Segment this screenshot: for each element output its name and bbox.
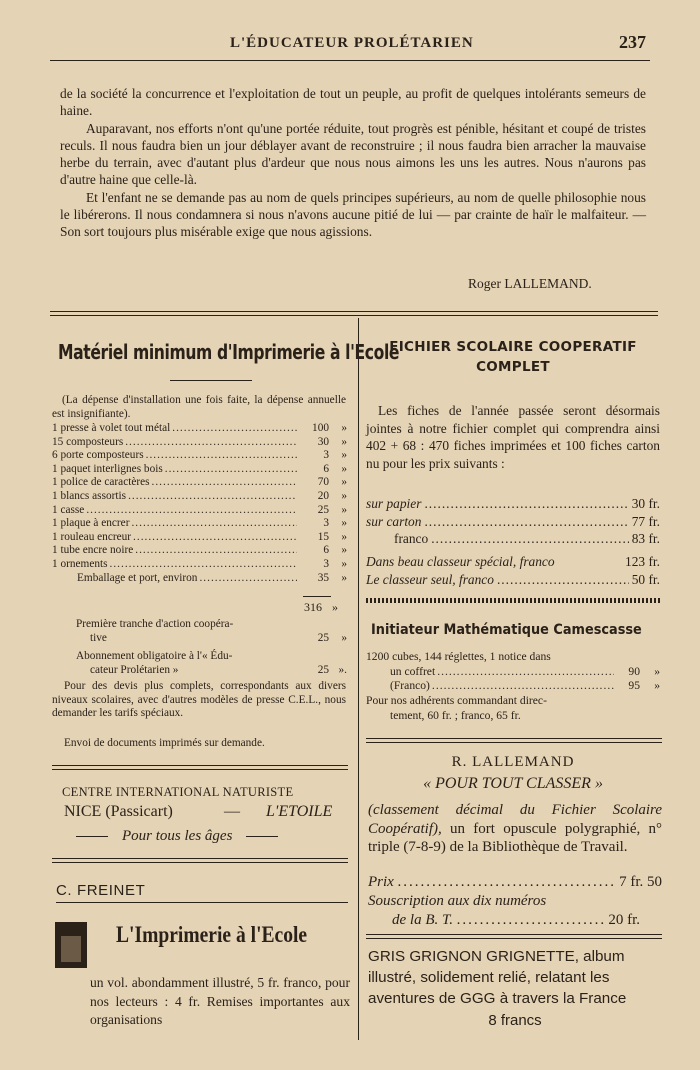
fichier-title: FICHIER SCOLAIRE COOPERATIF COMPLET [389,339,637,375]
materiel-devis: Pour des devis plus complets, correspondants aux divers niveaux scolaires, avec d'autres modèles de presse C.E.L., nous demander les tarifs spéciaux. [52,680,346,719]
lallemand-author: R. LALLEMAND [451,754,575,770]
section-divider [50,311,658,316]
article-body [60,85,646,241]
lallemand-title: « POUR TOUT CLASSER » [423,775,603,792]
section-divider [366,738,662,743]
materiel-item: Emballage et port, environ ..... 35 » [52,572,347,586]
materiel-item: 1 paquet interlignes bois ..... 6 » [52,463,347,477]
extra-item: Première tranche d'action coopéra- tive 25 » [76,618,347,644]
lallemand-price: Prix ..... 7 fr. 50 [368,874,662,891]
materiel-item: 6 porte composteurs ..... 3 » [52,449,347,463]
materiel-item: 1 presse à volet tout métal ..... 100 » [52,422,347,436]
materiel-total: 316 » [304,600,338,614]
naturiste-dash: — [224,803,240,820]
article-paragraph: de la société la concurrence et l'exploitation de tout un peuple, au profit de quelques intolérants semeurs de haine. [60,86,646,119]
materiel-item: 15 composteurs ..... 30 » [52,436,347,450]
book-icon [55,922,87,968]
price-row: Dans beau classeur spécial, franco 123 fr. [366,554,660,570]
materiel-items [52,422,347,585]
article-signature: Roger LALLEMAND. [468,276,592,291]
title-rule [170,380,252,381]
decorative-border [366,598,660,603]
materiel-envoi: Envoi de documents imprimés sur demande. [64,737,265,749]
materiel-intro: (La dépense d'installation une fois faite, la dépense annuelle est insignifiante). [52,394,346,420]
lallemand-subscription-price: de la B. T. ..... 20 fr. [392,912,640,929]
naturiste-heading: CENTRE INTERNATIONAL NATURISTE [62,785,294,799]
section-divider [366,934,662,939]
section-divider [52,765,348,770]
materiel-item: 1 casse ..... 25 » [52,504,347,518]
initiateur-body: 1200 cubes, 144 réglettes, 1 notice dans un coffret ..... 90 » (Franco) ..... 95 » Pour nos adhérents commandant direc- tement, 60 fr. ; franco, 65 fr. [366,650,660,724]
article-paragraph: Auparavant, nos efforts n'ont qu'une portée réduite, tout progrès est pénible, hésitant et coupé de tristes reculs. Il nous faudra bien un jour déblayer avant de reconstruire ; il nous faudra bien arracher la mauvaise herbe du terrain, avec d'autant plus d'ardeur que nous nous aimons les uns les autres. Nous n'aurons pas d'autre haine que celle-là. [60,120,646,188]
materiel-item: 1 ornements ..... 3 » [52,558,347,572]
price-row: sur papier ..... 30 fr. [366,495,660,513]
article-paragraph: Et l'enfant ne se demande pas au nom de quels principes supérieurs, au nom de quelle philosophie nous le libérerons. Il nous condamnera si nous n'avons aucune pitié de lui — par crainte de haïr le malfaiteur. — Son sort toujours plus misérable exige que nous agissions. [60,189,646,240]
materiel-item: 1 blancs assortis ..... 20 » [52,490,347,504]
lallemand-subscription: Souscription aux dix numéros [368,893,547,909]
page-header [50,30,650,61]
naturiste-city: NICE (Passicart) [64,803,173,820]
author-rule [56,902,348,903]
materiel-title: Matériel minimum d'Imprimerie à l'Ecole [58,340,400,364]
column-divider [358,318,359,1040]
fichier-text: Les fiches de l'année passée seront désormais jointes à notre fichier complet qui comprendra ainsi 402 + 68 : 470 fiches imprimées et 100 fiches carton nu pour les prix suivants : [366,403,660,471]
price-row: sur carton ..... 77 fr. [366,513,660,531]
naturiste-line [64,803,333,821]
extra-item: Abonnement obligatoire à l'« Édu- cateur Prolétarien » 25 ». [76,650,347,676]
materiel-extras [62,618,347,682]
fichier-prices [366,495,660,589]
gris-grignon-text: GRIS GRIGNON GRIGNETTE, album illustré, solidement relié, relatant les aventures de GGG à travers la France [368,948,627,1007]
price-row: franco ..... 83 fr. [366,530,660,548]
materiel-item: 1 rouleau encreur ..... 15 » [52,531,347,545]
naturiste-tagline: Pour tous les âges [76,828,348,845]
naturiste-name: L'ETOILE [266,803,333,820]
price-row: un coffret ..... 90 » [366,665,660,680]
journal-title: L'ÉDUCATEUR PROLÉTARIEN [230,35,474,51]
page-number: 237 [619,32,646,52]
gris-grignon-price: 8 francs [488,1012,542,1029]
section-divider [52,858,348,863]
freinet-book-title: L'Imprimerie à l'Ecole [116,922,308,947]
initiateur-title: Initiateur Mathématique Camescasse [371,622,642,638]
materiel-item: 1 tube encre noire ..... 6 » [52,544,347,558]
price-row: (Franco) ..... 95 » [366,679,660,694]
price-row: Le classeur seul, franco ..... 50 fr. [366,571,660,589]
materiel-item: 1 police de caractères ..... 70 » [52,476,347,490]
materiel-item: 1 plaque à encrer ..... 3 » [52,517,347,531]
total-rule [303,596,331,597]
freinet-book-description: un vol. abondamment illustré, 5 fr. franco, pour nos lecteurs : 4 fr. Remises importantes aux organisations [90,975,350,1027]
freinet-author: C. FREINET [56,882,146,899]
lallemand-description: (classement décimal du Fichier Scolaire Coopératif), un fort opuscule polygraphié, n° triple (7-8-9) de la Bibliothèque de Travail. [368,802,662,855]
